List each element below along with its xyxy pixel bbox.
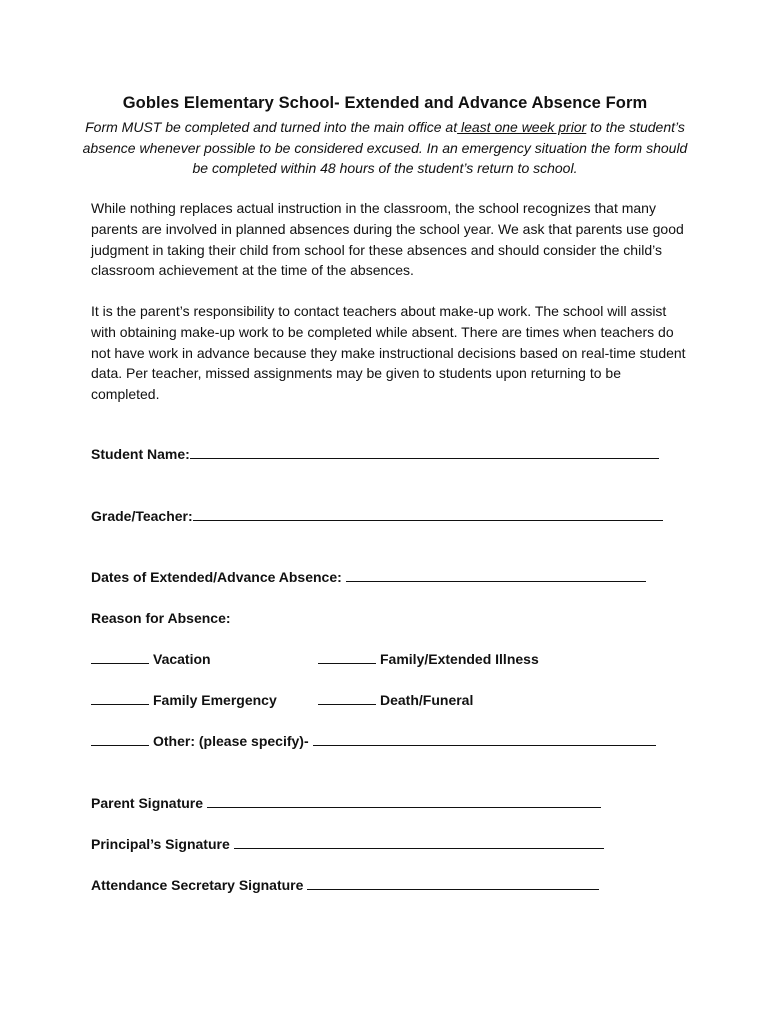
student-name-field xyxy=(91,446,659,462)
student-name-label: Student Name: xyxy=(91,446,190,462)
family-emergency-blank[interactable] xyxy=(91,692,149,705)
attendance-signature-label: Attendance Secretary Signature xyxy=(91,877,308,893)
reason-family-emergency xyxy=(91,692,277,708)
death-funeral-label: Death/Funeral xyxy=(380,692,474,708)
principal-signature-field xyxy=(91,836,604,852)
vacation-blank[interactable] xyxy=(91,651,149,664)
other-specify-line[interactable] xyxy=(313,733,656,746)
reason-family-illness xyxy=(318,651,539,667)
other-label: Other: (please specify)- xyxy=(153,733,313,749)
grade-teacher-label: Grade/Teacher: xyxy=(91,508,193,524)
dates-label: Dates of Extended/Advance Absence: xyxy=(91,569,346,585)
dates-line[interactable] xyxy=(346,569,646,582)
other-blank[interactable] xyxy=(91,733,149,746)
family-illness-label: Family/Extended Illness xyxy=(380,651,539,667)
policy-paragraph: While nothing replaces actual instruction in the classroom, the school recognizes that many parents are involved in planned absences during the school year. We ask that parents use good judgment in taking their child from school for these absences and should consider the child’s classroom achievement at the time of the absences. xyxy=(91,200,684,279)
parent-signature-label: Parent Signature xyxy=(91,795,207,811)
parent-signature-line[interactable] xyxy=(207,795,601,808)
reason-other xyxy=(91,733,656,749)
family-emergency-label: Family Emergency xyxy=(153,692,277,708)
reason-heading: Reason for Absence: xyxy=(91,610,231,626)
parent-signature-field xyxy=(91,795,601,811)
family-illness-blank[interactable] xyxy=(318,651,376,664)
instructions-deadline: least one week prior xyxy=(457,119,587,135)
reason-vacation xyxy=(91,651,211,667)
makeup-work-paragraph: It is the parent’s responsibility to contact teachers about make-up work. The school will assist with obtaining make-up work to be completed while absent. There are times when teachers do not have work in advance because they make instructional decisions based on real-time student data. Per teacher, missed assignments may be given to students upon returning to be completed. xyxy=(91,303,686,403)
form-title: Gobles Elementary School- Extended and Advance Absence Form xyxy=(122,94,648,112)
death-funeral-blank[interactable] xyxy=(318,692,376,705)
principal-signature-line[interactable] xyxy=(234,836,604,849)
dates-field xyxy=(91,569,646,585)
vacation-label: Vacation xyxy=(153,651,211,667)
form-instructions xyxy=(80,117,690,179)
reason-death-funeral xyxy=(318,692,473,708)
principal-signature-label: Principal’s Signature xyxy=(91,836,234,852)
grade-teacher-line[interactable] xyxy=(193,508,663,521)
student-name-line[interactable] xyxy=(190,446,659,459)
grade-teacher-field xyxy=(91,508,663,524)
instructions-text-1: Form MUST be completed and turned into the main office at xyxy=(85,119,458,135)
attendance-signature-line[interactable] xyxy=(307,877,599,890)
attendance-signature-field xyxy=(91,877,599,893)
instructions-text-2: to the student’s absence whenever possible to be considered excused. In an emergency situation the form should be completed within 48 hours of the student’s return to school. xyxy=(82,119,688,176)
